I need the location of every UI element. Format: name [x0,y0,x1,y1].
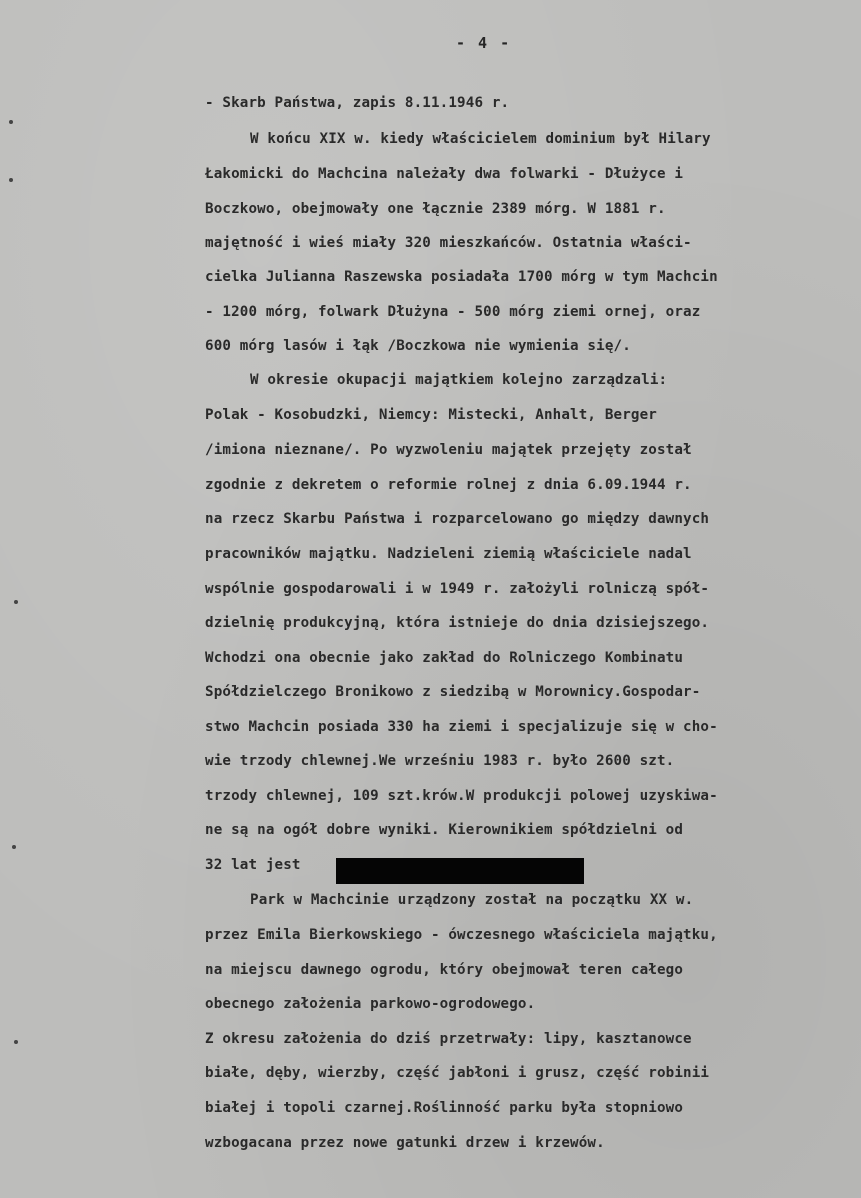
margin-mark [14,1040,18,1044]
margin-mark [9,178,13,182]
text-line: Polak - Kosobudzki, Niemcy: Mistecki, Anhalt, Berger [205,407,657,423]
text-line: ne są na ogół dobre wyniki. Kierownikiem spółdzielni od [205,822,684,838]
text-line: W końcu XIX w. kiedy właścicielem dominium był Hilary [250,131,711,147]
text-line: zgodnie z dekretem o reformie rolnej z dnia 6.09.1944 r. [205,477,692,493]
text-line: białe, dęby, wierzby, część jabłoni i grusz, część robinii [205,1065,710,1081]
text-line: Wchodzi ona obecnie jako zakład do Rolniczego Kombinatu [205,650,684,666]
text-line: - 1200 mórg, folwark Dłużyna - 500 mórg ziemi ornej, oraz [205,304,701,320]
text-line: trzody chlewnej, 109 szt.krów.W produkcji polowej uzyskiwa- [205,788,718,804]
text-line: wspólnie gospodarowali i w 1949 r. założyli rolniczą spół- [205,581,710,597]
margin-mark [9,120,13,124]
text-line: na rzecz Skarbu Państwa i rozparcelowano go między dawnych [205,511,710,527]
text-line: wie trzody chlewnej.We wrześniu 1983 r. było 2600 szt. [205,753,675,769]
text-line: - Skarb Państwa, zapis 8.11.1946 r. [205,95,510,111]
text-line: obecnego założenia parkowo-ogrodowego. [205,996,536,1012]
redaction-bar [336,858,584,884]
text-line: Z okresu założenia do dziś przetrwały: lipy, kasztanowce [205,1031,692,1047]
text-line: wzbogacana przez nowe gatunki drzew i krzewów. [205,1135,605,1151]
text-line: na miejscu dawnego ogrodu, który obejmował teren całego [205,962,684,978]
text-line: Spółdzielczego Bronikowo z siedzibą w Morownicy.Gospodar- [205,684,701,700]
text-line: 32 lat jest [205,857,301,873]
text-line: 600 mórg lasów i łąk /Boczkowa nie wymienia się/. [205,338,631,354]
margin-mark [14,600,18,604]
text-line: cielka Julianna Raszewska posiadała 1700 mórg w tym Machcin [205,269,718,285]
page-number: - 4 - [456,34,512,52]
text-line: przez Emila Bierkowskiego - ówczesnego właściciela majątku, [205,927,718,943]
margin-mark [12,845,16,849]
text-line: majętność i wieś miały 320 mieszkańców. Ostatnia właści- [205,235,692,251]
text-line: pracowników majątku. Nadzieleni ziemią właściciele nadal [205,546,692,562]
text-line: białej i topoli czarnej.Roślinność parku była stopniowo [205,1100,684,1116]
text-line: dzielnię produkcyjną, która istnieje do dnia dzisiejszego. [205,615,710,631]
text-line: W okresie okupacji majątkiem kolejno zarządzali: [250,372,668,388]
text-line: Park w Machcinie urządzony został na początku XX w. [250,892,694,908]
text-line: /imiona nieznane/. Po wyzwoleniu majątek przejęty został [205,442,692,458]
text-line: Boczkowo, obejmowały one łącznie 2389 mórg. W 1881 r. [205,201,666,217]
text-line: Łakomicki do Machcina należały dwa folwarki - Dłużyce i [205,166,684,182]
text-line: stwo Machcin posiada 330 ha ziemi i specjalizuje się w cho- [205,719,718,735]
